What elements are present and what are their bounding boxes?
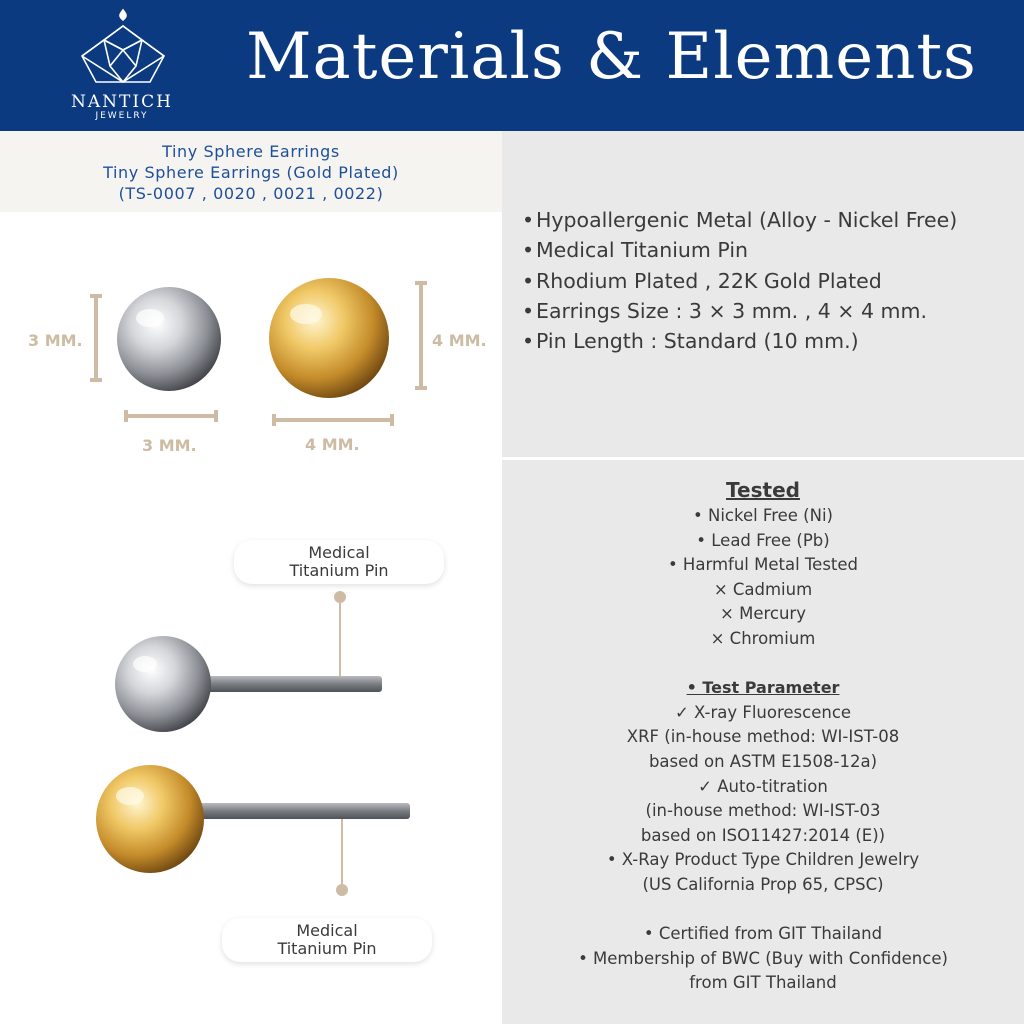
tested-heading: Tested bbox=[726, 478, 800, 502]
titanium-pin-bottom bbox=[196, 803, 410, 819]
spec-item: •Medical Titanium Pin bbox=[522, 238, 749, 263]
earring-illustration bbox=[0, 0, 502, 1024]
product-codes: (TS-0007 , 0020 , 0021 , 0022) bbox=[118, 184, 384, 203]
page-title: Materials & Elements bbox=[246, 20, 977, 94]
tested-item: • Harmful Metal Tested bbox=[667, 555, 859, 575]
titanium-pin-top bbox=[200, 676, 382, 692]
titanium-pin-callout-bottom: Medical Titanium Pin bbox=[222, 918, 432, 962]
callout-leaders bbox=[335, 592, 347, 895]
tested-item: × Mercury bbox=[720, 604, 806, 624]
silver-width-label: 3 MM. bbox=[142, 436, 197, 455]
spec-item: •Pin Length : Standard (10 mm.) bbox=[522, 329, 859, 354]
test-parameter: ✓ X-ray Fluorescence bbox=[674, 702, 852, 722]
brand-name: NANTICH bbox=[71, 92, 173, 112]
brand-subtitle: JEWELRY bbox=[95, 111, 149, 121]
product-name-gold: Tiny Sphere Earrings (Gold Plated) bbox=[103, 163, 399, 182]
tested-item: • Nickel Free (Ni) bbox=[693, 506, 833, 525]
silver-earring-side bbox=[115, 636, 211, 732]
test-parameter-heading: • Test Parameter bbox=[686, 678, 840, 698]
spec-item: •Hypoallergenic Metal (Alloy - Nickel Free) bbox=[522, 208, 958, 232]
spec-item: •Earrings Size : 3 × 3 mm. , 4 × 4 mm. bbox=[522, 298, 928, 323]
certification: • Membership of BWC (Buy with Confidence) bbox=[578, 948, 948, 968]
tested-item: × Cadmium bbox=[713, 579, 813, 599]
gold-width-label: 4 MM. bbox=[305, 435, 360, 454]
gold-earring-side bbox=[96, 765, 204, 873]
spec-item: •Rhodium Plated , 22K Gold Plated bbox=[522, 268, 882, 293]
silver-sphere-earring bbox=[117, 287, 221, 391]
tested-item: • Lead Free (Pb) bbox=[696, 530, 830, 550]
gold-height-label: 4 MM. bbox=[432, 331, 487, 350]
tested-item: × Chromium bbox=[710, 628, 816, 648]
certification: from GIT Thailand bbox=[689, 973, 837, 993]
titanium-pin-callout-top: Medical Titanium Pin bbox=[234, 540, 444, 584]
tested-panel bbox=[502, 460, 1024, 1024]
test-parameter: ✓ Auto-titration bbox=[698, 776, 828, 796]
tested-section bbox=[502, 476, 1024, 996]
test-parameter: based on ASTM E1508-12a) bbox=[648, 751, 878, 771]
specs-panel bbox=[502, 131, 1024, 457]
silver-height-label: 3 MM. bbox=[28, 331, 83, 350]
product-name: Tiny Sphere Earrings bbox=[162, 142, 340, 161]
gold-sphere-earring bbox=[269, 278, 389, 398]
test-parameter: • X-Ray Product Type Children Jewelry bbox=[606, 850, 920, 870]
certification: • Certified from GIT Thailand bbox=[643, 924, 883, 944]
test-parameter: (in-house method: WI-IST-03 bbox=[645, 801, 881, 821]
test-parameter: (US California Prop 65, CPSC) bbox=[642, 874, 884, 894]
test-parameter: based on ISO11427:2014 (E)) bbox=[640, 825, 886, 845]
test-parameter: XRF (in-house method: WI-IST-08 bbox=[626, 727, 900, 747]
spec-list bbox=[522, 205, 957, 356]
